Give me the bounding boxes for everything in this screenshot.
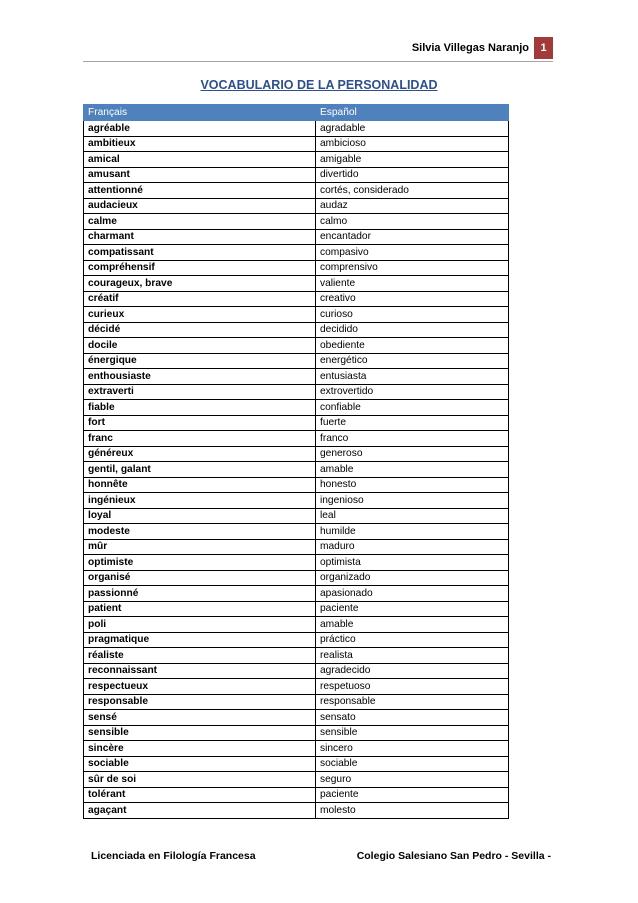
header-divider [83,61,553,62]
french-word: charmant [84,229,316,245]
table-row [84,121,509,137]
french-word: sûr de soi [84,772,316,788]
spanish-word: amable [316,617,509,633]
vocabulary-table-body [84,121,509,819]
french-word: respectueux [84,679,316,695]
table-row [84,617,509,633]
french-word: curieux [84,307,316,323]
table-row [84,477,509,493]
spanish-word: seguro [316,772,509,788]
spanish-word: creativo [316,291,509,307]
french-word: décidé [84,322,316,338]
french-word: poli [84,617,316,633]
spanish-word: fuerte [316,415,509,431]
spanish-word: honesto [316,477,509,493]
spanish-word: decidido [316,322,509,338]
table-row [84,555,509,571]
spanish-word: apasionado [316,586,509,602]
french-word: audacieux [84,198,316,214]
table-row [84,524,509,540]
table-row [84,803,509,819]
table-row [84,214,509,230]
table-header-row [84,105,509,121]
spanish-word: extrovertido [316,384,509,400]
french-word: sociable [84,756,316,772]
table-row [84,353,509,369]
column-header-french: Français [84,105,316,121]
table-row [84,741,509,757]
table-row [84,446,509,462]
french-word: ambitieux [84,136,316,152]
french-word: sincère [84,741,316,757]
spanish-word: sincero [316,741,509,757]
spanish-word: cortés, considerado [316,183,509,199]
french-word: créatif [84,291,316,307]
table-row [84,508,509,524]
table-row [84,400,509,416]
table-row [84,322,509,338]
footer-right-text: Colegio Salesiano San Pedro - Sevilla - [356,850,551,862]
spanish-word: organizado [316,570,509,586]
table-row [84,415,509,431]
spanish-word: responsable [316,694,509,710]
spanish-word: valiente [316,276,509,292]
french-word: attentionné [84,183,316,199]
spanish-word: ambicioso [316,136,509,152]
spanish-word: sensato [316,710,509,726]
table-row [84,539,509,555]
french-word: gentil, galant [84,462,316,478]
table-row [84,462,509,478]
table-row [84,632,509,648]
table-row [84,787,509,803]
table-row [84,152,509,168]
spanish-word: comprensivo [316,260,509,276]
french-word: tolérant [84,787,316,803]
spanish-word: leal [316,508,509,524]
french-word: calme [84,214,316,230]
table-row [84,772,509,788]
table-row [84,648,509,664]
table-row [84,183,509,199]
table-row [84,384,509,400]
spanish-word: amigable [316,152,509,168]
table-row [84,291,509,307]
spanish-word: maduro [316,539,509,555]
spanish-word: amable [316,462,509,478]
vocabulary-table [83,104,509,819]
spanish-word: entusiasta [316,369,509,385]
spanish-word: sociable [316,756,509,772]
french-word: réaliste [84,648,316,664]
french-word: loyal [84,508,316,524]
table-row [84,431,509,447]
french-word: fort [84,415,316,431]
header-author: Silvia Villegas Naranjo [411,42,529,54]
spanish-word: agradable [316,121,509,137]
table-row [84,679,509,695]
spanish-word: divertido [316,167,509,183]
spanish-word: energético [316,353,509,369]
french-word: amusant [84,167,316,183]
table-row [84,570,509,586]
spanish-word: audaz [316,198,509,214]
french-word: docile [84,338,316,354]
table-row [84,694,509,710]
table-row [84,276,509,292]
table-row [84,601,509,617]
spanish-word: sensible [316,725,509,741]
table-row [84,663,509,679]
table-row [84,245,509,261]
spanish-word: práctico [316,632,509,648]
table-row [84,710,509,726]
table-row [84,260,509,276]
footer-left-text: Licenciada en Filología Francesa [91,850,256,862]
table-row [84,725,509,741]
table-row [84,167,509,183]
spanish-word: realista [316,648,509,664]
french-word: agaçant [84,803,316,819]
spanish-word: curioso [316,307,509,323]
spanish-word: agradecido [316,663,509,679]
french-word: compréhensif [84,260,316,276]
table-row [84,307,509,323]
spanish-word: generoso [316,446,509,462]
page-number-badge: 1 [534,37,553,59]
french-word: amical [84,152,316,168]
french-word: mûr [84,539,316,555]
french-word: sensé [84,710,316,726]
table-row [84,369,509,385]
spanish-word: paciente [316,601,509,617]
page-header [83,36,553,60]
table-row [84,586,509,602]
french-word: patient [84,601,316,617]
table-row [84,229,509,245]
french-word: pragmatique [84,632,316,648]
french-word: sensible [84,725,316,741]
spanish-word: optimista [316,555,509,571]
french-word: responsable [84,694,316,710]
french-word: ingénieux [84,493,316,509]
french-word: reconnaissant [84,663,316,679]
column-header-spanish: Español [316,105,509,121]
french-word: extraverti [84,384,316,400]
spanish-word: confiable [316,400,509,416]
french-word: modeste [84,524,316,540]
spanish-word: molesto [316,803,509,819]
table-row [84,338,509,354]
spanish-word: paciente [316,787,509,803]
table-row [84,493,509,509]
french-word: agréable [84,121,316,137]
french-word: enthousiaste [84,369,316,385]
spanish-word: franco [316,431,509,447]
document-title: VOCABULARIO DE LA PERSONALIDAD [200,78,438,92]
french-word: courageux, brave [84,276,316,292]
french-word: honnête [84,477,316,493]
french-word: fiable [84,400,316,416]
french-word: compatissant [84,245,316,261]
french-word: énergique [84,353,316,369]
table-row [84,136,509,152]
table-row [84,198,509,214]
table-row [84,756,509,772]
spanish-word: respetuoso [316,679,509,695]
spanish-word: calmo [316,214,509,230]
spanish-word: compasivo [316,245,509,261]
spanish-word: humilde [316,524,509,540]
french-word: organisé [84,570,316,586]
french-word: franc [84,431,316,447]
spanish-word: encantador [316,229,509,245]
spanish-word: obediente [316,338,509,354]
french-word: passionné [84,586,316,602]
french-word: optimiste [84,555,316,571]
french-word: généreux [84,446,316,462]
spanish-word: ingenioso [316,493,509,509]
